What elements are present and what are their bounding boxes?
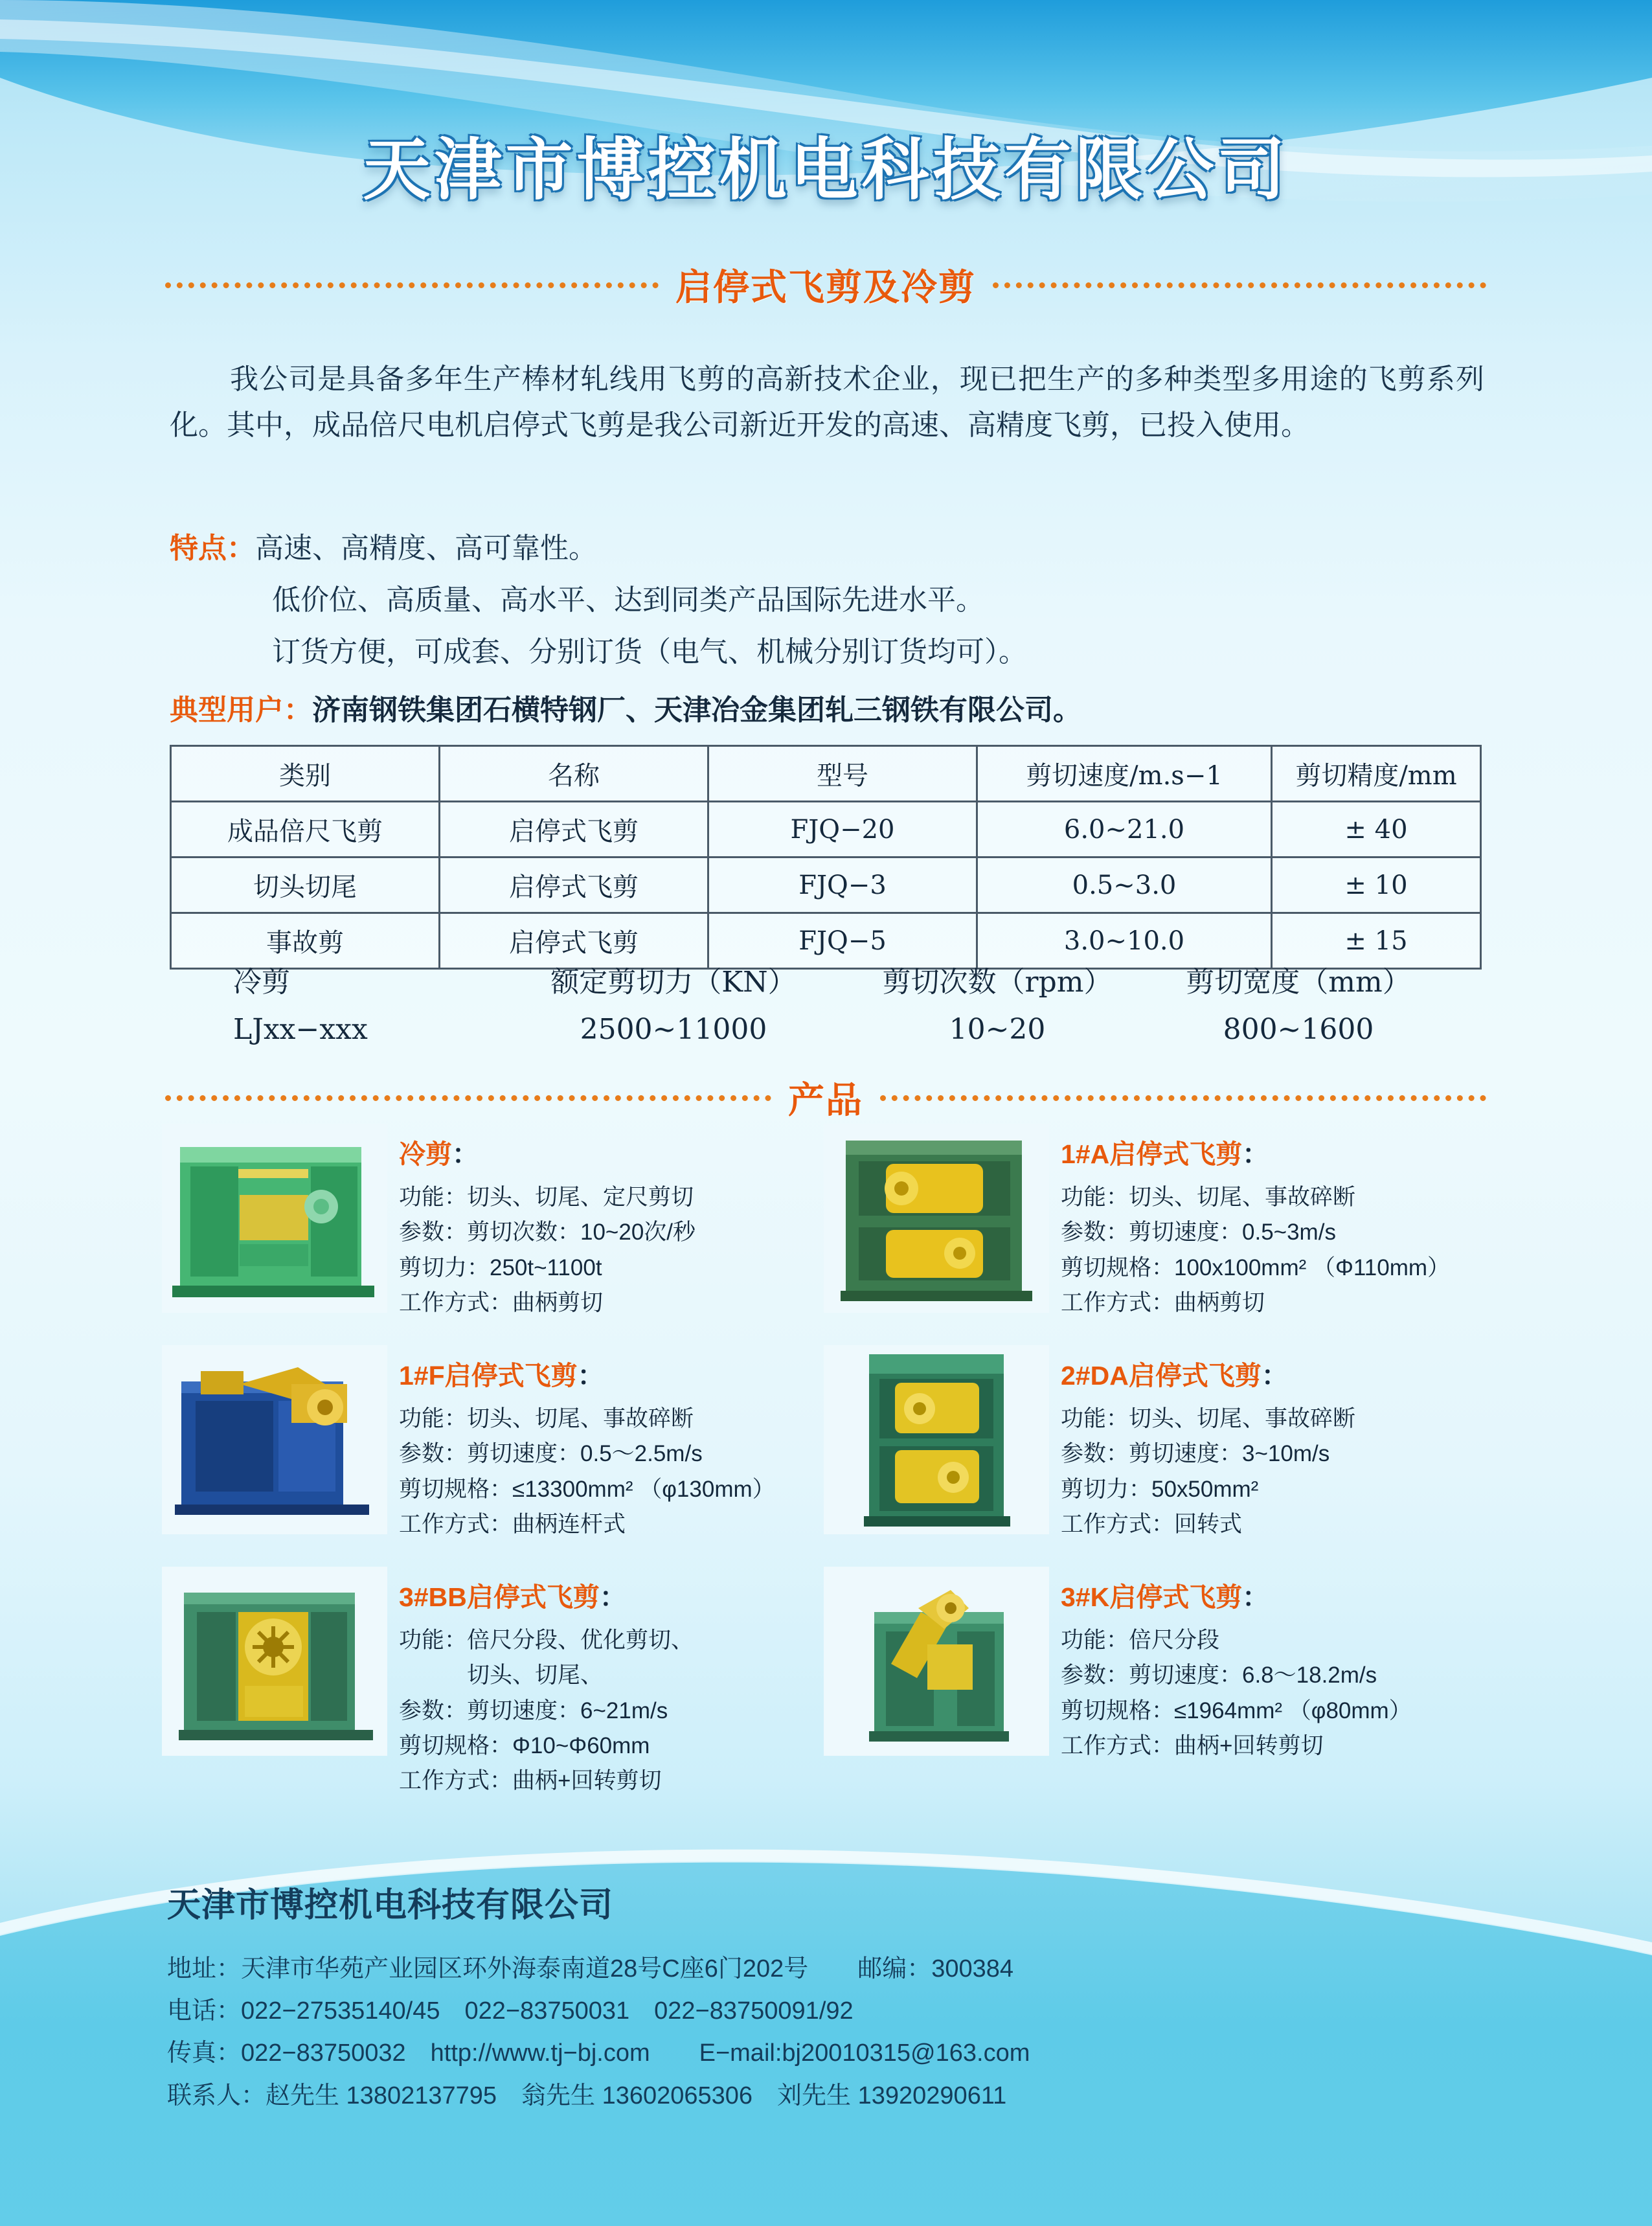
flying-shear-3k-photo xyxy=(824,1567,1049,1756)
footer xyxy=(167,1878,1495,2117)
product-line: 工作方式：曲柄+回转剪切 xyxy=(1061,1732,1324,1758)
cold-value-model: LJxx−xxx xyxy=(233,1013,368,1046)
cell-accuracy: ± 40 xyxy=(1272,802,1481,857)
cold-value-force: 2500~11000 xyxy=(580,1013,767,1046)
cold-header-label: 冷剪 xyxy=(233,966,290,999)
product-line: 剪切规格：Φ10~Φ60mm xyxy=(399,1732,650,1758)
col-header-model: 型号 xyxy=(708,746,977,802)
cold-shear-machine-photo xyxy=(162,1124,387,1313)
cell-accuracy: ± 15 xyxy=(1272,913,1481,969)
typical-users-value: 济南钢铁集团石横特钢厂、天津冶金集团轧三钢铁有限公司。 xyxy=(312,694,1081,726)
product-text xyxy=(1061,1567,1486,1764)
intro-paragraph xyxy=(170,356,1484,449)
product-line: 功能：切头、切尾、事故碎断 xyxy=(1061,1185,1356,1210)
cell-model: FJQ−3 xyxy=(708,857,977,913)
cold-header-width: 剪切宽度（mm） xyxy=(1186,966,1411,999)
section-title-text: 启停式飞剪及冷剪 xyxy=(675,267,976,308)
flying-shear-2da-photo xyxy=(824,1345,1049,1534)
footer-phone: 电话：022−27535140/45 022−83750031 022−83750091/92 xyxy=(167,1997,854,2025)
cold-shear-header-row xyxy=(214,952,1444,1006)
product-line: 工作方式：回转式 xyxy=(1061,1511,1243,1537)
product-title: 3#K启停式飞剪： xyxy=(1061,1582,1269,1612)
product-cold-shear xyxy=(162,1124,824,1321)
product-line: 参数：剪切速度：3~10m/s xyxy=(1061,1441,1330,1467)
cell-name: 启停式飞剪 xyxy=(440,913,708,969)
dotted-rule-right xyxy=(880,1095,1486,1101)
flying-shear-1a-photo xyxy=(824,1124,1049,1313)
section-heading-products xyxy=(165,1072,1486,1124)
cold-header-force: 额定剪切力（KN） xyxy=(550,966,797,999)
product-row xyxy=(162,1345,1489,1542)
product-line: 剪切规格：≤1964mm² （φ80mm） xyxy=(1061,1698,1412,1723)
cell-name: 启停式飞剪 xyxy=(440,857,708,913)
product-line: 参数：剪切速度：0.5~3m/s xyxy=(1061,1220,1336,1245)
product-line: 功能：切头、切尾、定尺剪切 xyxy=(399,1185,694,1210)
cold-shear-table xyxy=(214,952,1444,1052)
products-grid xyxy=(162,1124,1489,1804)
product-line: 参数：剪切速度：6.8～18.2m/s xyxy=(1061,1663,1377,1688)
footer-fax-web-email: 传真：022−83750032 http://www.tj−bj.com E−mail:bj20010315@163.com xyxy=(167,2039,1030,2067)
product-flying-shear-2da xyxy=(824,1345,1486,1542)
cell-speed: 3.0~10.0 xyxy=(977,913,1272,969)
product-row xyxy=(162,1567,1489,1799)
specification-table xyxy=(170,745,1482,970)
cell-accuracy: ± 10 xyxy=(1272,857,1481,913)
features-label: 特点： xyxy=(170,532,255,564)
cell-category: 事故剪 xyxy=(171,913,440,969)
cold-header-rate: 剪切次数（rpm） xyxy=(882,966,1113,999)
product-text xyxy=(399,1124,824,1321)
product-line: 工作方式：曲柄剪切 xyxy=(399,1289,604,1315)
product-line: 工作方式：曲柄剪切 xyxy=(1061,1289,1265,1315)
footer-contacts: 联系人：赵先生 13802137795 翁先生 13602065306 刘先生 13920290611 xyxy=(167,2082,1007,2109)
product-line: 功能：倍尺分段 xyxy=(1061,1628,1220,1653)
cell-speed: 6.0~21.0 xyxy=(977,802,1272,857)
typical-users-label: 典型用户： xyxy=(170,694,312,726)
product-title: 2#DA启停式飞剪： xyxy=(1061,1361,1288,1391)
cell-category: 切头切尾 xyxy=(171,857,440,913)
intro-paragraph-text: 我公司是具备多年生产棒材轧线用飞剪的高新技术企业，现已把生产的多种类型多用途的飞剪系列化。其中，成品倍尺电机启停式飞剪是我公司新近开发的高速、高精度飞剪，已投入使用。 xyxy=(170,363,1484,442)
col-header-name: 名称 xyxy=(440,746,708,802)
dotted-rule-left xyxy=(165,282,659,288)
product-line: 参数：剪切速度：6~21m/s xyxy=(399,1698,668,1723)
product-line: 切头、切尾、 xyxy=(399,1663,604,1688)
col-header-accuracy: 剪切精度/mm xyxy=(1272,746,1481,802)
cold-value-width: 800~1600 xyxy=(1223,1013,1374,1046)
product-flying-shear-1a xyxy=(824,1124,1486,1321)
product-line: 参数：剪切次数：10~20次/秒 xyxy=(399,1220,696,1245)
product-line: 功能：切头、切尾、事故碎断 xyxy=(399,1406,694,1431)
footer-company-name: 天津市博控机电科技有限公司 xyxy=(167,1886,614,1924)
product-flying-shear-3k xyxy=(824,1567,1486,1799)
table-header-row xyxy=(171,746,1481,802)
product-title: 冷剪： xyxy=(399,1139,479,1169)
cold-shear-value-row xyxy=(214,1006,1444,1052)
cell-name: 启停式飞剪 xyxy=(440,802,708,857)
section-heading-main xyxy=(165,259,1486,311)
flying-shear-1f-photo xyxy=(162,1345,387,1534)
features-block-line-1 xyxy=(170,525,597,566)
cold-value-rate: 10~20 xyxy=(949,1013,1046,1046)
product-row xyxy=(162,1124,1489,1321)
product-line: 工作方式：曲柄连杆式 xyxy=(399,1511,626,1537)
product-line: 功能：切头、切尾、事故碎断 xyxy=(1061,1406,1356,1431)
cell-speed: 0.5~3.0 xyxy=(977,857,1272,913)
product-line: 剪切力：250t~1100t xyxy=(399,1255,602,1280)
cell-model: FJQ−20 xyxy=(708,802,977,857)
table-row xyxy=(171,802,1481,857)
flying-shear-3bb-photo xyxy=(162,1567,387,1756)
col-header-category: 类别 xyxy=(171,746,440,802)
product-line: 剪切力：50x50mm² xyxy=(1061,1476,1259,1502)
product-text xyxy=(1061,1345,1486,1542)
product-text xyxy=(1061,1124,1486,1321)
cell-category: 成品倍尺飞剪 xyxy=(171,802,440,857)
product-line: 参数：剪切速度：0.5～2.5m/s xyxy=(399,1441,703,1467)
feature-text-2: 低价位、高质量、高水平、达到同类产品国际先进水平。 xyxy=(272,584,984,616)
product-title: 1#A启停式飞剪： xyxy=(1061,1139,1269,1169)
page-title: 天津市博控机电科技有限公司 xyxy=(363,130,1289,209)
product-line: 剪切规格：≤13300mm² （φ130mm） xyxy=(399,1476,775,1502)
product-title: 3#BB启停式飞剪： xyxy=(399,1582,626,1612)
product-line: 剪切规格：100x100mm² （Φ110mm） xyxy=(1061,1255,1451,1280)
cell-model: FJQ−5 xyxy=(708,913,977,969)
products-title-text: 产品 xyxy=(788,1080,863,1120)
product-text xyxy=(399,1567,824,1799)
product-flying-shear-1f xyxy=(162,1345,824,1542)
col-header-speed: 剪切速度/m.s−1 xyxy=(977,746,1272,802)
product-flying-shear-3bb xyxy=(162,1567,824,1799)
product-line: 功能：倍尺分段、优化剪切、 xyxy=(399,1628,694,1653)
dotted-rule-right xyxy=(993,282,1486,288)
table-row xyxy=(171,857,1481,913)
product-line: 工作方式：曲柄+回转剪切 xyxy=(399,1768,662,1793)
product-text xyxy=(399,1345,824,1542)
feature-text-1: 高速、高精度、高可靠性。 xyxy=(255,532,597,564)
footer-address: 地址：天津市华苑产业园区环外海泰南道28号C座6门202号 邮编：300384 xyxy=(167,1955,1014,1982)
feature-text-3: 订货方便，可成套、分别订货（电气、机械分别订货均可）。 xyxy=(272,636,1027,668)
product-title: 1#F启停式飞剪： xyxy=(399,1361,604,1391)
typical-users-line xyxy=(170,687,1081,728)
dotted-rule-left xyxy=(165,1095,771,1101)
